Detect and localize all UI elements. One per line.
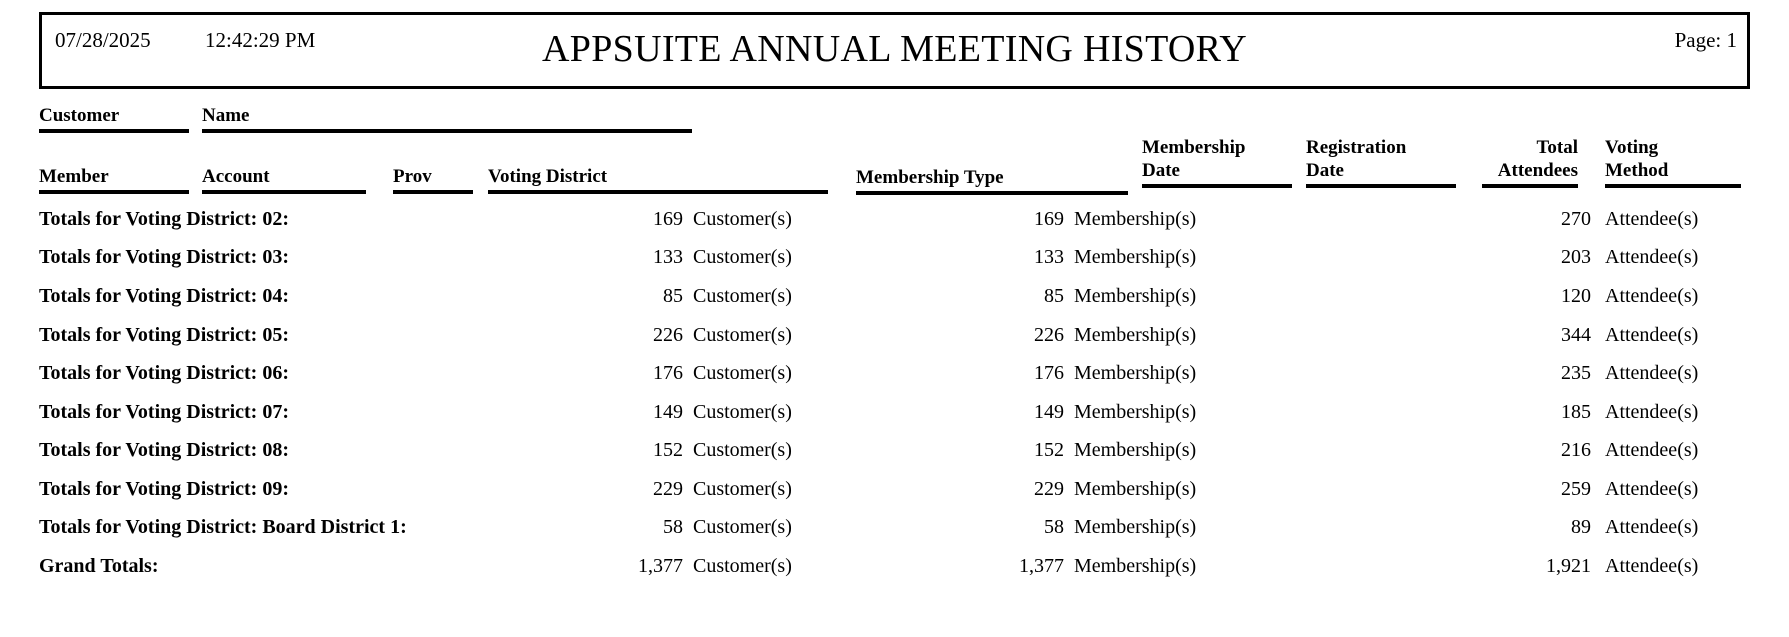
attendee-unit: Attendee(s) bbox=[1605, 401, 1699, 423]
customer-count: 169 bbox=[653, 208, 683, 230]
col-customer: Customer bbox=[39, 104, 189, 133]
col-registration-date-line2: Date bbox=[1306, 160, 1344, 181]
report-header bbox=[39, 12, 1750, 89]
row-label: Totals for Voting District: 07: bbox=[39, 401, 289, 423]
membership-count: 176 bbox=[1034, 362, 1064, 384]
customer-unit: Customer(s) bbox=[693, 401, 792, 423]
table-row bbox=[0, 478, 1789, 508]
row-label: Totals for Voting District: 05: bbox=[39, 324, 289, 346]
row-label: Grand Totals: bbox=[39, 555, 159, 577]
membership-count: 58 bbox=[1044, 516, 1064, 538]
membership-unit: Membership(s) bbox=[1074, 246, 1197, 268]
membership-unit: Membership(s) bbox=[1074, 516, 1197, 538]
membership-count: 1,377 bbox=[1019, 555, 1064, 577]
col-voting-method bbox=[1605, 136, 1741, 188]
table-row bbox=[0, 516, 1789, 546]
attendee-count: 216 bbox=[1561, 439, 1591, 461]
membership-count: 229 bbox=[1034, 478, 1064, 500]
row-label: Totals for Voting District: 02: bbox=[39, 208, 289, 230]
customer-unit: Customer(s) bbox=[693, 285, 792, 307]
col-total-attendees-line1: Total bbox=[1536, 137, 1578, 158]
attendee-count: 344 bbox=[1561, 324, 1591, 346]
row-label: Totals for Voting District: 08: bbox=[39, 439, 289, 461]
col-voting-method-line1: Voting bbox=[1605, 137, 1659, 158]
col-voting-district: Voting District bbox=[488, 165, 828, 194]
report-time: 12:42:29 PM bbox=[205, 28, 316, 52]
customer-count: 176 bbox=[653, 362, 683, 384]
col-total-attendees-line2: Attendees bbox=[1497, 160, 1578, 181]
attendee-count: 259 bbox=[1561, 478, 1591, 500]
membership-count: 133 bbox=[1034, 246, 1064, 268]
col-membership-type: Membership Type bbox=[856, 166, 1128, 195]
row-label: Totals for Voting District: 06: bbox=[39, 362, 289, 384]
attendee-unit: Attendee(s) bbox=[1605, 439, 1699, 461]
attendee-unit: Attendee(s) bbox=[1605, 516, 1699, 538]
customer-unit: Customer(s) bbox=[693, 362, 792, 384]
membership-unit: Membership(s) bbox=[1074, 555, 1197, 577]
membership-unit: Membership(s) bbox=[1074, 439, 1197, 461]
customer-count: 1,377 bbox=[638, 555, 683, 577]
col-name: Name bbox=[202, 104, 692, 133]
customer-count: 152 bbox=[653, 439, 683, 461]
attendee-count: 270 bbox=[1561, 208, 1591, 230]
row-label: Totals for Voting District: 04: bbox=[39, 285, 289, 307]
col-voting-method-line2: Method bbox=[1605, 160, 1669, 181]
col-prov: Prov bbox=[393, 165, 473, 194]
customer-count: 229 bbox=[653, 478, 683, 500]
membership-unit: Membership(s) bbox=[1074, 362, 1197, 384]
attendee-unit: Attendee(s) bbox=[1605, 478, 1699, 500]
customer-unit: Customer(s) bbox=[693, 246, 792, 268]
row-label: Totals for Voting District: 09: bbox=[39, 478, 289, 500]
table-row bbox=[0, 362, 1789, 392]
membership-count: 152 bbox=[1034, 439, 1064, 461]
membership-unit: Membership(s) bbox=[1074, 208, 1197, 230]
customer-unit: Customer(s) bbox=[693, 439, 792, 461]
membership-count: 149 bbox=[1034, 401, 1064, 423]
membership-count: 169 bbox=[1034, 208, 1064, 230]
row-label: Totals for Voting District: 03: bbox=[39, 246, 289, 268]
grand-totals-row bbox=[0, 555, 1789, 585]
col-account: Account bbox=[202, 165, 366, 194]
attendee-count: 89 bbox=[1571, 516, 1591, 538]
membership-unit: Membership(s) bbox=[1074, 324, 1197, 346]
table-row bbox=[0, 401, 1789, 431]
attendee-count: 1,921 bbox=[1546, 555, 1591, 577]
report-title: APPSUITE ANNUAL MEETING HISTORY bbox=[542, 28, 1247, 70]
customer-unit: Customer(s) bbox=[693, 324, 792, 346]
attendee-unit: Attendee(s) bbox=[1605, 208, 1699, 230]
customer-count: 85 bbox=[663, 285, 683, 307]
attendee-unit: Attendee(s) bbox=[1605, 555, 1699, 577]
row-label: Totals for Voting District: Board District 1: bbox=[39, 516, 407, 538]
table-row bbox=[0, 439, 1789, 469]
customer-count: 58 bbox=[663, 516, 683, 538]
col-registration-date bbox=[1306, 136, 1456, 188]
customer-count: 226 bbox=[653, 324, 683, 346]
customer-unit: Customer(s) bbox=[693, 555, 792, 577]
table-row bbox=[0, 324, 1789, 354]
membership-count: 85 bbox=[1044, 285, 1064, 307]
attendee-unit: Attendee(s) bbox=[1605, 324, 1699, 346]
col-total-attendees bbox=[1482, 136, 1578, 188]
col-membership-date bbox=[1142, 136, 1292, 188]
attendee-count: 185 bbox=[1561, 401, 1591, 423]
customer-unit: Customer(s) bbox=[693, 208, 792, 230]
table-row bbox=[0, 208, 1789, 238]
membership-unit: Membership(s) bbox=[1074, 401, 1197, 423]
attendee-count: 235 bbox=[1561, 362, 1591, 384]
attendee-count: 203 bbox=[1561, 246, 1591, 268]
membership-unit: Membership(s) bbox=[1074, 478, 1197, 500]
membership-count: 226 bbox=[1034, 324, 1064, 346]
attendee-unit: Attendee(s) bbox=[1605, 246, 1699, 268]
attendee-unit: Attendee(s) bbox=[1605, 285, 1699, 307]
col-registration-date-line1: Registration bbox=[1306, 137, 1407, 158]
report-date: 07/28/2025 bbox=[55, 28, 151, 52]
customer-count: 149 bbox=[653, 401, 683, 423]
attendee-unit: Attendee(s) bbox=[1605, 362, 1699, 384]
page-number: Page: 1 bbox=[1674, 28, 1737, 52]
table-row bbox=[0, 246, 1789, 276]
table-row bbox=[0, 285, 1789, 315]
col-membership-date-line1: Membership bbox=[1142, 137, 1246, 158]
membership-unit: Membership(s) bbox=[1074, 285, 1197, 307]
col-member: Member bbox=[39, 165, 189, 194]
customer-count: 133 bbox=[653, 246, 683, 268]
customer-unit: Customer(s) bbox=[693, 516, 792, 538]
customer-unit: Customer(s) bbox=[693, 478, 792, 500]
attendee-count: 120 bbox=[1561, 285, 1591, 307]
col-membership-date-line2: Date bbox=[1142, 160, 1180, 181]
